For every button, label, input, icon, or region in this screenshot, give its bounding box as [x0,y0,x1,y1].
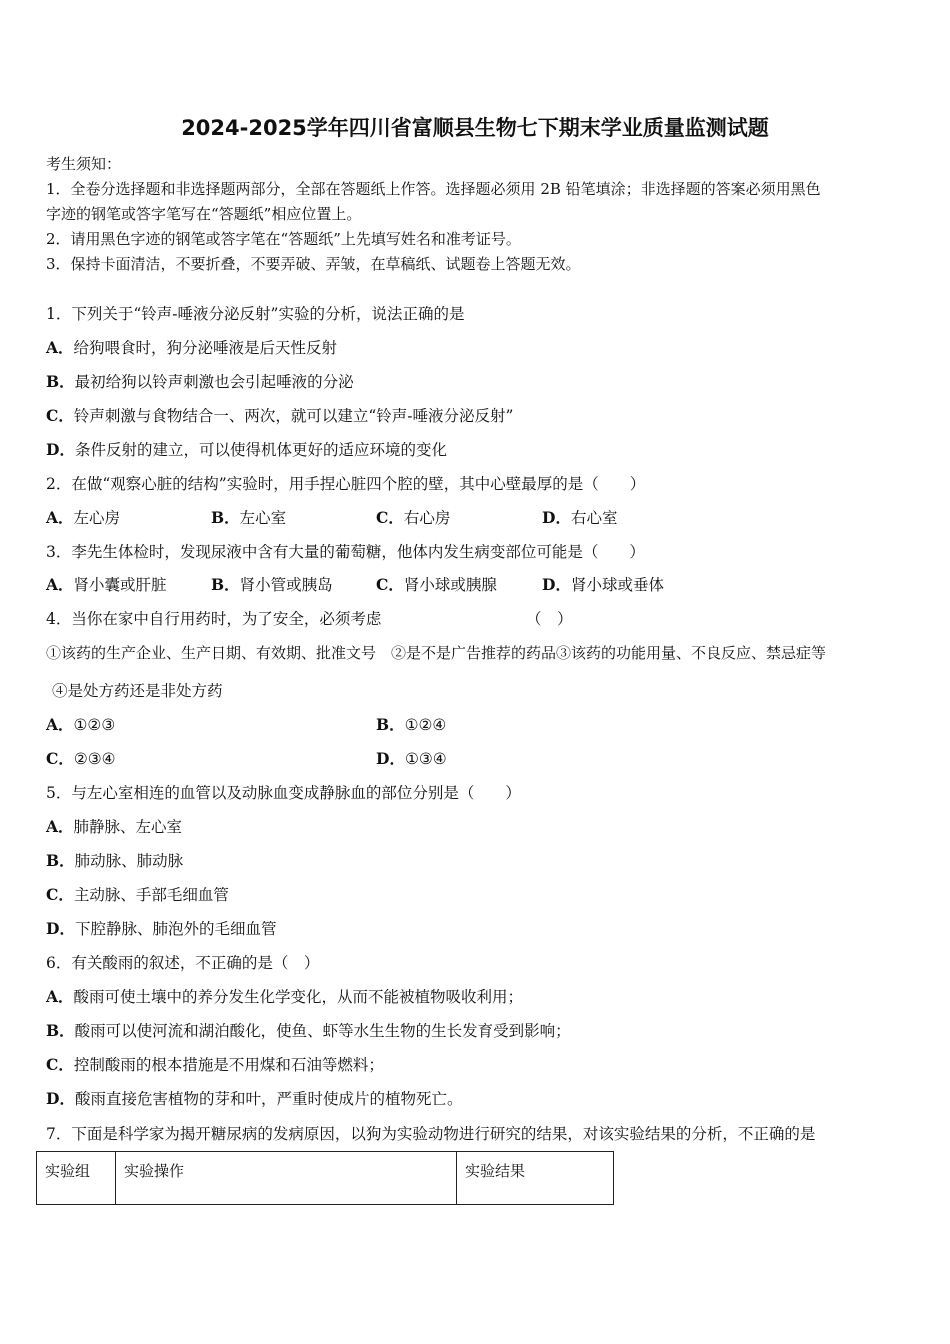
q3-option-c: C．肾小球或胰腺 [376,575,497,594]
q4-option-a: A．①②③ [46,715,116,734]
q6-option-d: D．酸雨直接危害植物的芽和叶，严重时使成片的植物死亡。 [46,1089,463,1108]
q4-stem: 4．当你在家中自行用药时，为了安全，必须考虑 [46,610,382,628]
q2-option-d: D．右心室 [542,508,618,527]
q4-option-b: B．①②④ [376,715,447,734]
q3-option-b: B．肾小管或胰岛 [211,575,333,594]
q4-answer-paren: （ ） [526,610,573,628]
notice-item-2: 2．请用黑色字迹的钢笔或答字笔在“答题纸”上先填写姓名和准考证号。 [46,230,521,248]
notice-heading: 考生须知： [46,155,122,173]
q2-option-b: B．左心室 [211,508,287,527]
table-header-group: 实验组 [37,1152,116,1205]
q5-stem: 5．与左心室相连的血管以及动脉血变成静脉血的部位分别是（ ） [46,784,521,802]
table-header-result: 实验结果 [457,1152,614,1205]
q5-option-d: D．下腔静脉、肺泡外的毛细血管 [46,919,277,938]
q6-stem: 6．有关酸雨的叙述，不正确的是（ ） [46,954,320,972]
page-title: 2024-2025学年四川省富顺县生物七下期末学业质量监测试题 [181,116,769,140]
notice-item-1b: 字迹的钢笔或答字笔写在“答题纸”相应位置上。 [46,205,362,223]
table-header-operation: 实验操作 [116,1152,457,1205]
q5-option-c: C．主动脉、手部毛细血管 [46,885,229,904]
q1-option-b: B．最初给狗以铃声刺激也会引起唾液的分泌 [46,372,354,391]
q7-stem: 7．下面是科学家为揭开糖尿病的发病原因，以狗为实验动物进行研究的结果，对该实验结果的分析，不正确的是 [46,1125,816,1143]
q4-option-d: D．①③④ [376,749,447,768]
q1-option-a: A．给狗喂食时，狗分泌唾液是后天性反射 [46,338,338,357]
q3-option-a: A．肾小囊或肝脏 [46,575,167,594]
q1-stem: 1．下列关于“铃声-唾液分泌反射”实验的分析，说法正确的是 [46,305,465,323]
q3-stem: 3．李先生体检时，发现尿液中含有大量的葡萄糖，他体内发生病变部位可能是（ ） [46,543,645,561]
q4-items-line-1: ①该药的生产企业、生产日期、有效期、批准文号 ②是不是广告推荐的药品③该药的功能用量、不良反应、禁忌症等 [46,644,827,662]
q2-option-a: A．左心房 [46,508,121,527]
q3-option-d: D．肾小球或垂体 [542,575,664,594]
q7-experiment-table [36,1151,614,1205]
q5-option-a: A．肺静脉、左心室 [46,817,183,836]
q1-option-c: C．铃声刺激与食物结合一、两次，就可以建立“铃声-唾液分泌反射” [46,406,514,425]
table-header-row [37,1152,614,1205]
notice-item-3: 3．保持卡面清洁，不要折叠，不要弄破、弄皱，在草稿纸、试题卷上答题无效。 [46,255,581,273]
q4-items-line-2: ④是处方药还是非处方药 [52,682,223,700]
q6-option-c: C．控制酸雨的根本措施是不用煤和石油等燃料； [46,1055,384,1074]
q6-option-a: A．酸雨可使土壤中的养分发生化学变化，从而不能被植物吸收利用； [46,987,524,1006]
q2-option-c: C．右心房 [376,508,451,527]
q2-stem: 2．在做“观察心脏的结构”实验时，用手捏心脏四个腔的壁，其中心壁最厚的是（ ） [46,475,646,493]
q4-option-c: C．②③④ [46,749,116,768]
q1-option-d: D．条件反射的建立，可以使得机体更好的适应环境的变化 [46,440,447,459]
q6-option-b: B．酸雨可以使河流和湖泊酸化，使鱼、虾等水生生物的生长发育受到影响； [46,1021,571,1040]
notice-item-1a: 1．全卷分选择题和非选择题两部分，全部在答题纸上作答。选择题必须用 2B 铅笔填涂；非选择题的答案必须用黑色 [46,180,821,198]
q5-option-b: B．肺动脉、肺动脉 [46,851,184,870]
